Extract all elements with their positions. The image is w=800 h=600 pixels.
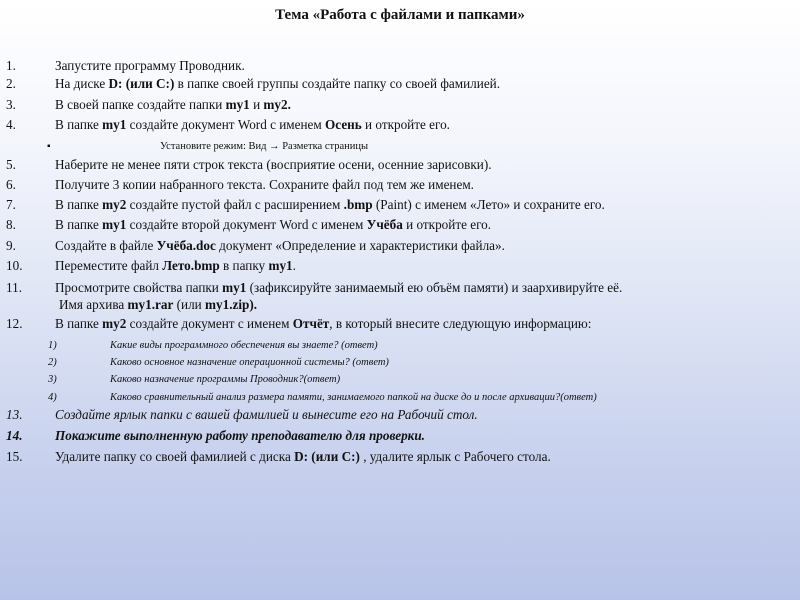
sub-item-text: Какие виды программного обеспечения вы знаете? (ответ) — [110, 340, 378, 351]
text-span: и откройте его. — [402, 217, 492, 232]
sub-item-number: 1) — [48, 340, 57, 351]
text-span: создайте документ с именем — [126, 316, 293, 331]
item-number: 15. — [6, 449, 23, 464]
item-number: 4. — [6, 117, 16, 132]
bold-text: my1 — [222, 280, 247, 295]
text-span: и откройте его. — [361, 117, 450, 132]
text-span: (или — [173, 297, 206, 312]
item-text — [55, 428, 425, 444]
item-number: 5. — [6, 157, 16, 172]
text-span: В папке — [55, 117, 103, 132]
item-number: 11. — [6, 280, 22, 295]
bold-text: D: (или C:) — [294, 449, 360, 464]
text-span: Создайте ярлык папки с вашей фамилией и вынесите его на Рабочий стол. — [55, 407, 478, 422]
item-text — [59, 297, 257, 313]
bold-text: Лето.bmp — [162, 258, 220, 273]
item-number: 8. — [6, 217, 16, 232]
sub-item-text: Каково основное назначение операционной системы? (ответ) — [110, 357, 389, 368]
page-title: Тема «Работа с файлами и папками» — [275, 7, 525, 23]
bold-text: Отчёт — [292, 316, 330, 331]
item-text — [55, 316, 591, 332]
item-text — [55, 258, 296, 274]
sub-item-number: 2) — [48, 357, 57, 368]
text-span: создайте второй документ Word с именем — [126, 217, 367, 232]
item-number: 9. — [6, 238, 16, 253]
text-span: Создайте в файле — [55, 238, 157, 253]
bold-text: my1.zip). — [205, 297, 258, 312]
item-number: 12. — [6, 316, 23, 331]
bold-text: my2. — [263, 97, 291, 112]
text-span: (Paint) с именем «Лето» и сохраните его. — [372, 197, 605, 212]
sub-item-number: 3) — [48, 374, 57, 385]
item-text — [55, 157, 492, 173]
text-span: (зафиксируйте занимаемый ею объём памяти) и заархивируйте её. — [246, 280, 623, 295]
text-span: В папке — [55, 316, 103, 331]
item-text — [55, 407, 478, 423]
item-number: 7. — [6, 197, 16, 212]
text-span: Наберите не менее пяти строк текста (восприятие осени, осенние зарисовки). — [55, 157, 492, 172]
item-text — [55, 117, 450, 133]
text-span: в папке своей группы создайте папку со своей фамилией. — [174, 76, 501, 91]
bold-text: my2 — [102, 316, 127, 331]
bold-text: Учёба — [366, 217, 403, 232]
bold-text: D: (или C:) — [108, 76, 175, 91]
text-span: Получите 3 копии набранного текста. Сохраните файл под тем же именем. — [55, 177, 474, 192]
item-text — [55, 97, 291, 113]
sub-item-number: 4) — [48, 392, 57, 403]
bold-text: my1 — [102, 117, 127, 132]
text-span: В своей папке создайте папки — [55, 97, 226, 112]
item-text — [55, 197, 605, 213]
bold-text: my1 — [102, 217, 127, 232]
text-span: создайте документ Word с именем — [126, 117, 326, 132]
text-span: В папке — [55, 217, 103, 232]
item-number: 2. — [6, 76, 16, 91]
text-span: Просмотрите свойства папки — [55, 280, 223, 295]
text-span: документ «Определение и характеристики файла». — [215, 238, 505, 253]
text-span: Переместите файл — [55, 258, 163, 273]
item-text — [55, 280, 622, 296]
text-span: и — [249, 97, 264, 112]
bold-text: .bmp — [343, 197, 373, 212]
sub-item-text: Каково назначение программы Проводник?(ответ) — [110, 374, 341, 385]
text-span: Запустите программу Проводник. — [55, 58, 245, 73]
item-number: 6. — [6, 177, 16, 192]
bullet-text: Установите режим: Вид → Разметка страницы — [160, 141, 369, 152]
text-span: На диске — [55, 76, 109, 91]
item-text — [55, 449, 551, 465]
bold-text: my1 — [268, 258, 293, 273]
item-number: 10. — [6, 258, 23, 273]
text-span: Удалите папку со своей фамилией с диска — [55, 449, 295, 464]
text-span: создайте пустой файл с расширением — [126, 197, 344, 212]
item-number: 1. — [6, 58, 16, 73]
item-text — [55, 238, 505, 254]
item-text — [55, 217, 491, 233]
bold-text: my1.rar — [127, 297, 174, 312]
item-text — [55, 76, 500, 92]
bold-text: Учёба.doc — [156, 238, 216, 253]
item-text — [55, 177, 474, 193]
bold-text: my2 — [102, 197, 127, 212]
item-number: 14. — [6, 428, 23, 443]
text-span: , в который внесите следующую информацию: — [329, 316, 592, 331]
bold-text: my1 — [225, 97, 250, 112]
item-text — [55, 58, 245, 74]
text-span: , удалите ярлык с Рабочего стола. — [359, 449, 551, 464]
text-span: В папке — [55, 197, 103, 212]
bold-text: Осень — [325, 117, 362, 132]
bullet-icon: ▪ — [47, 141, 51, 152]
text-span: Покажите выполненную работу преподавателю для проверки. — [55, 428, 425, 443]
item-number: 13. — [6, 407, 23, 422]
text-span: в папку — [219, 258, 269, 273]
sub-item-text: Каково сравнительный анализ размера памяти, занимаемого папкой на диске до и после архивации?(ответ) — [110, 392, 597, 403]
text-span: . — [292, 258, 296, 273]
text-span: Имя архива — [59, 297, 128, 312]
item-number: 3. — [6, 97, 16, 112]
